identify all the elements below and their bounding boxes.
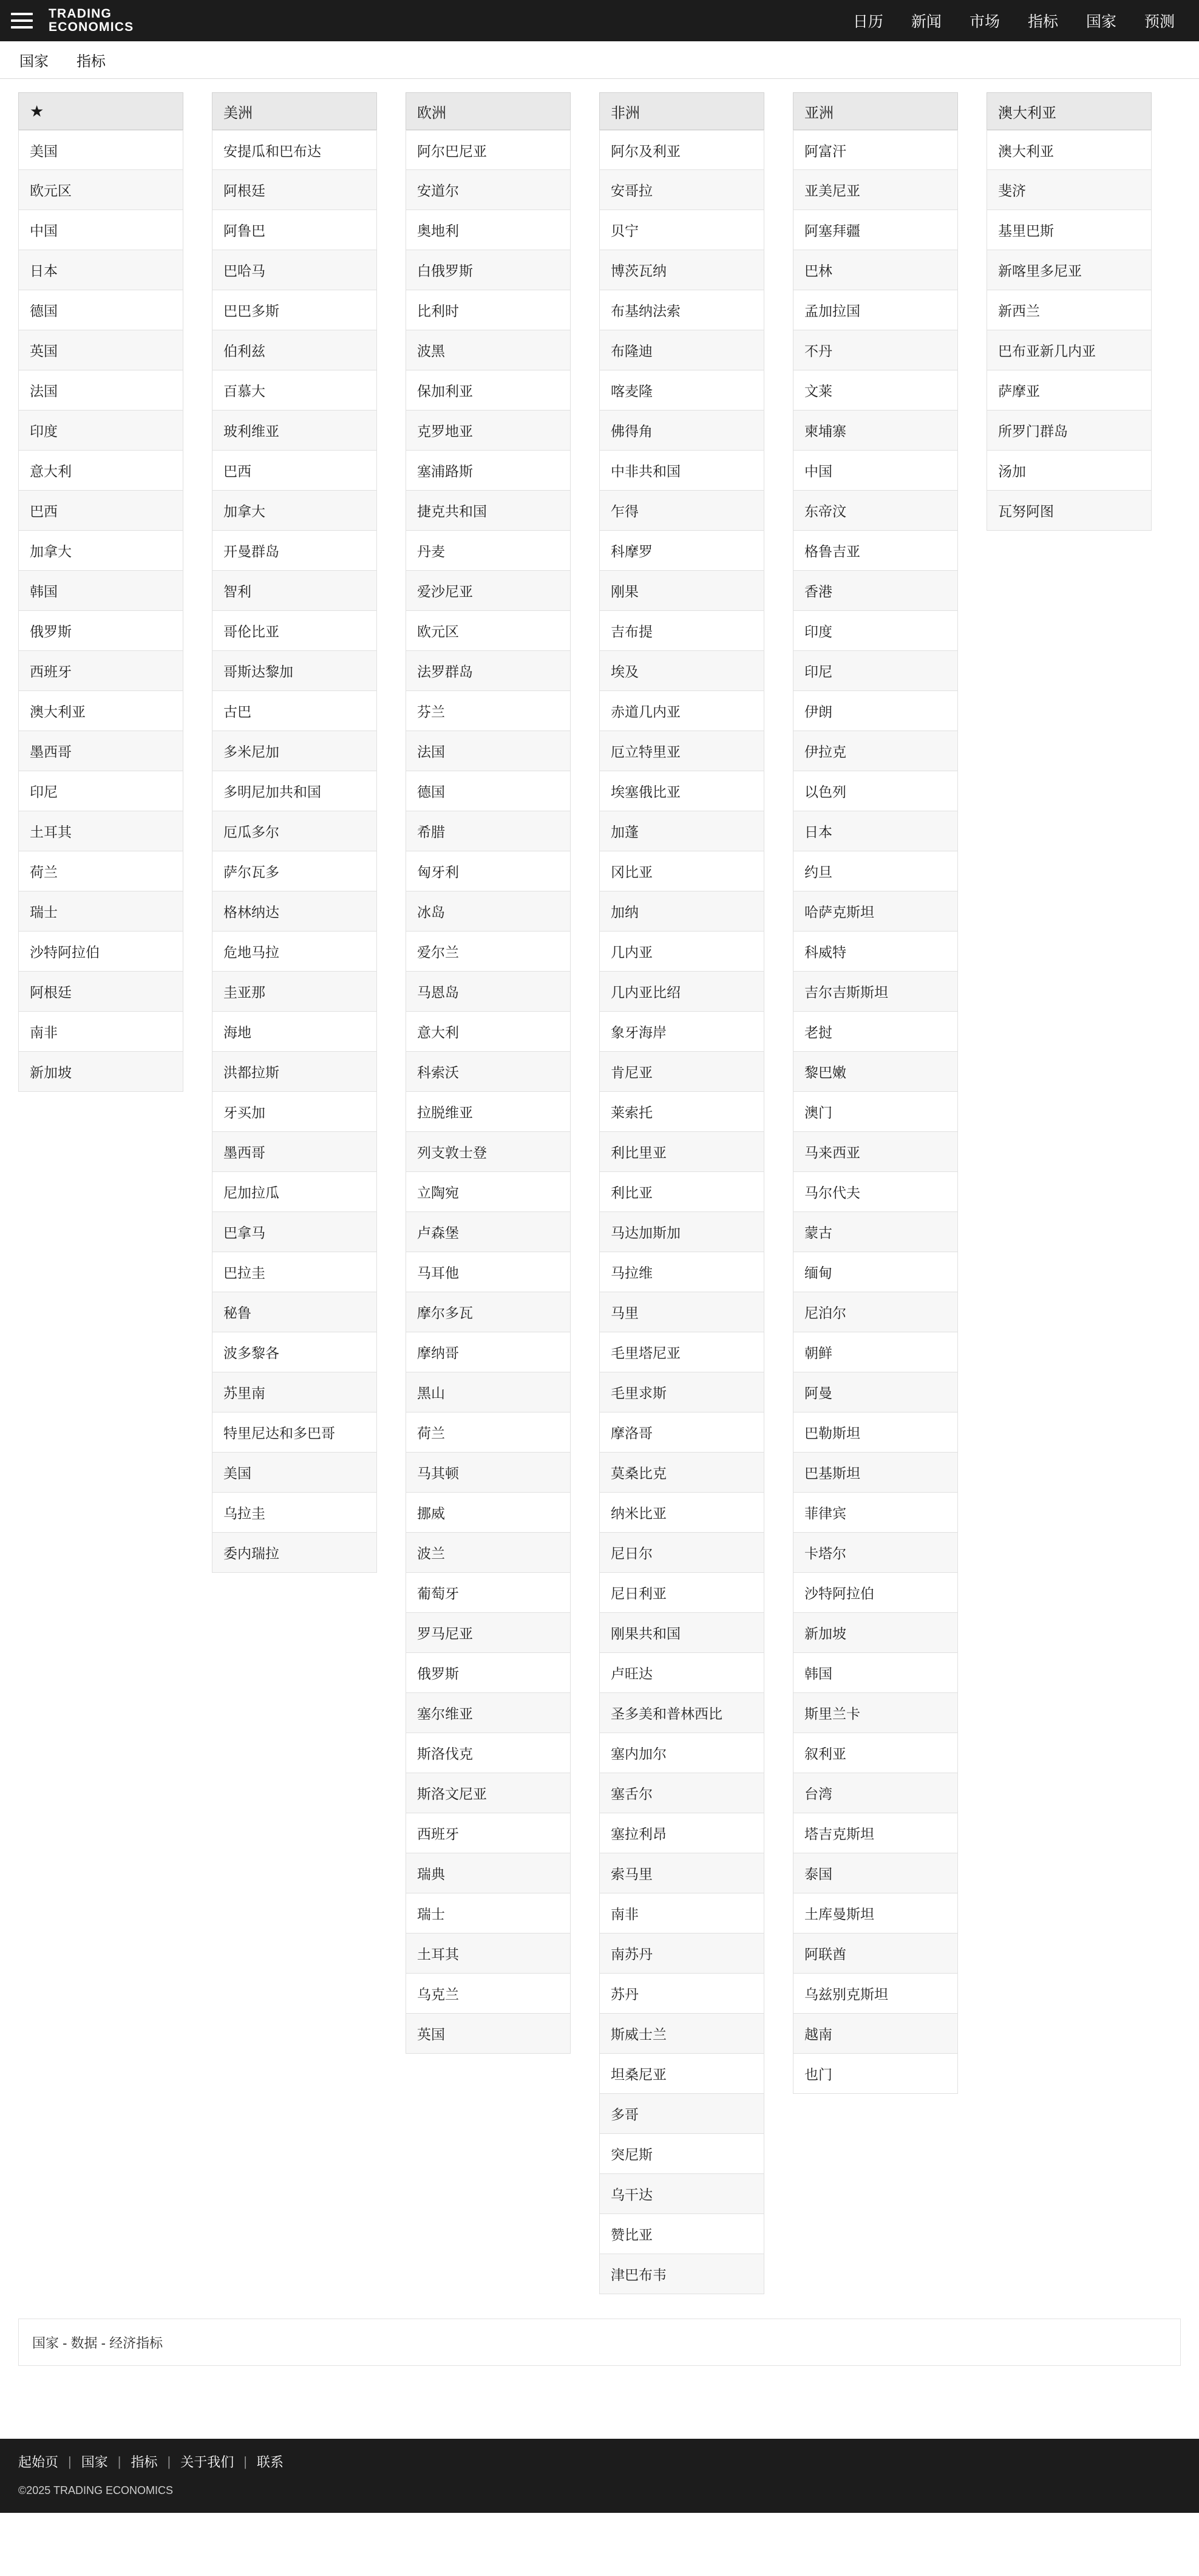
country-list-item[interactable]: 塔吉克斯坦 bbox=[793, 1813, 958, 1853]
country-list-item[interactable]: 玻利维亚 bbox=[212, 411, 377, 451]
country-list-item[interactable]: 奥地利 bbox=[406, 210, 571, 250]
country-list-item[interactable]: 巴林 bbox=[793, 250, 958, 290]
country-list-item[interactable]: 乌兹别克斯坦 bbox=[793, 1974, 958, 2014]
country-list-item[interactable]: 博茨瓦纳 bbox=[599, 250, 764, 290]
country-list-item[interactable]: 阿尔巴尼亚 bbox=[406, 130, 571, 170]
footer-link-home[interactable]: 起始页 bbox=[18, 2455, 59, 2470]
footer-link-countries[interactable]: 国家 bbox=[81, 2455, 108, 2470]
country-list-item[interactable]: 印尼 bbox=[18, 771, 183, 811]
country-list-item[interactable]: 斐济 bbox=[987, 170, 1152, 210]
column-header-asia: 亚洲 bbox=[793, 92, 958, 130]
country-list-americas bbox=[212, 130, 377, 1573]
country-list-item[interactable]: 马其顿 bbox=[406, 1453, 571, 1493]
country-list-item[interactable]: 德国 bbox=[406, 771, 571, 811]
country-list-item[interactable]: 秘鲁 bbox=[212, 1292, 377, 1332]
column-asia bbox=[793, 92, 958, 2094]
country-list-item[interactable]: 越南 bbox=[793, 2014, 958, 2054]
footer-link-about[interactable]: 关于我们 bbox=[180, 2455, 234, 2470]
country-list-item[interactable]: 荷兰 bbox=[406, 1412, 571, 1453]
country-list-item[interactable]: 西班牙 bbox=[406, 1813, 571, 1853]
country-list-item[interactable]: 新西兰 bbox=[987, 290, 1152, 330]
country-list-item[interactable]: 缅甸 bbox=[793, 1252, 958, 1292]
country-list-item[interactable]: 布隆迪 bbox=[599, 330, 764, 370]
country-list-item[interactable]: 象牙海岸 bbox=[599, 1012, 764, 1052]
country-list-item[interactable]: 尼加拉瓜 bbox=[212, 1172, 377, 1212]
country-list-item[interactable]: 哥斯达黎加 bbox=[212, 651, 377, 691]
country-list-item[interactable]: 吉布提 bbox=[599, 611, 764, 651]
country-list-item[interactable]: 开曼群岛 bbox=[212, 531, 377, 571]
country-list-item[interactable]: 阿曼 bbox=[793, 1372, 958, 1412]
country-list-item[interactable]: 克罗地亚 bbox=[406, 411, 571, 451]
country-list-item[interactable]: 圣多美和普林西比 bbox=[599, 1693, 764, 1733]
country-list-item[interactable]: 以色列 bbox=[793, 771, 958, 811]
country-list-item[interactable]: 多明尼加共和国 bbox=[212, 771, 377, 811]
country-list-item[interactable]: 苏里南 bbox=[212, 1372, 377, 1412]
country-list-item[interactable]: 津巴布韦 bbox=[599, 2254, 764, 2294]
column-header-favorites: ★ bbox=[18, 92, 183, 130]
country-list-item[interactable]: 埃塞俄比亚 bbox=[599, 771, 764, 811]
country-list-item[interactable]: 摩尔多瓦 bbox=[406, 1292, 571, 1332]
country-list-item[interactable]: 多哥 bbox=[599, 2094, 764, 2134]
country-list-asia bbox=[793, 130, 958, 2094]
country-list-item[interactable]: 白俄罗斯 bbox=[406, 250, 571, 290]
country-list-item[interactable]: 立陶宛 bbox=[406, 1172, 571, 1212]
copyright-text: ©2025 TRADING ECONOMICS bbox=[18, 2484, 173, 2496]
country-list-item[interactable]: 莫桑比克 bbox=[599, 1453, 764, 1493]
country-list-item[interactable]: 俄罗斯 bbox=[18, 611, 183, 651]
country-list-item[interactable]: 印度 bbox=[18, 411, 183, 451]
country-list-item[interactable]: 比利时 bbox=[406, 290, 571, 330]
country-list-item[interactable]: 加拿大 bbox=[18, 531, 183, 571]
country-list-item[interactable]: 安哥拉 bbox=[599, 170, 764, 210]
country-list-item[interactable]: 意大利 bbox=[18, 451, 183, 491]
breadcrumb bbox=[18, 2319, 1181, 2366]
country-list-item[interactable]: 赤道几内亚 bbox=[599, 691, 764, 731]
brand-line-1: TRADING bbox=[49, 6, 112, 21]
country-list-item[interactable]: 安道尔 bbox=[406, 170, 571, 210]
country-list-item[interactable]: 新加坡 bbox=[793, 1613, 958, 1653]
country-list-item[interactable]: 波多黎各 bbox=[212, 1332, 377, 1372]
nav-item-forecast[interactable]: 预测 bbox=[1144, 13, 1175, 30]
country-list-item[interactable]: 埃及 bbox=[599, 651, 764, 691]
country-list-item[interactable]: 巴勒斯坦 bbox=[793, 1412, 958, 1453]
country-list-item[interactable]: 卢旺达 bbox=[599, 1653, 764, 1693]
country-list-australia bbox=[987, 130, 1152, 531]
country-list-item[interactable]: 马拉维 bbox=[599, 1252, 764, 1292]
country-list-item[interactable]: 哥伦比亚 bbox=[212, 611, 377, 651]
country-list-item[interactable]: 海地 bbox=[212, 1012, 377, 1052]
country-list-item[interactable]: 委内瑞拉 bbox=[212, 1533, 377, 1573]
country-list-item[interactable]: 印度 bbox=[793, 611, 958, 651]
country-list-item[interactable]: 巴哈马 bbox=[212, 250, 377, 290]
secondary-navigation bbox=[0, 41, 1199, 79]
country-list-item[interactable]: 韩国 bbox=[18, 571, 183, 611]
country-list-item[interactable]: 斯洛伐克 bbox=[406, 1733, 571, 1773]
country-list-item[interactable]: 法国 bbox=[18, 370, 183, 411]
country-list-item[interactable]: 土库曼斯坦 bbox=[793, 1893, 958, 1934]
country-list-item[interactable]: 斯里兰卡 bbox=[793, 1693, 958, 1733]
country-list-item[interactable]: 多米尼加 bbox=[212, 731, 377, 771]
country-list-item[interactable]: 危地马拉 bbox=[212, 932, 377, 972]
country-list-item[interactable]: 澳门 bbox=[793, 1092, 958, 1132]
country-list-item[interactable]: 佛得角 bbox=[599, 411, 764, 451]
page-bottom-spacer bbox=[0, 2366, 1199, 2439]
country-list-item[interactable]: 卢森堡 bbox=[406, 1212, 571, 1252]
country-list-item[interactable]: 荷兰 bbox=[18, 851, 183, 891]
country-list-item[interactable]: 文莱 bbox=[793, 370, 958, 411]
country-list-item[interactable]: 瑞士 bbox=[18, 891, 183, 932]
country-list-item[interactable]: 苏丹 bbox=[599, 1974, 764, 2014]
country-list-item[interactable]: 巴拉圭 bbox=[212, 1252, 377, 1292]
country-list-item[interactable]: 赞比亚 bbox=[599, 2214, 764, 2254]
country-list-item[interactable]: 波兰 bbox=[406, 1533, 571, 1573]
country-list-item[interactable]: 伊朗 bbox=[793, 691, 958, 731]
country-list-item[interactable]: 塞内加尔 bbox=[599, 1733, 764, 1773]
hamburger-line bbox=[11, 13, 33, 15]
country-list-item[interactable]: 香港 bbox=[793, 571, 958, 611]
country-list-item[interactable]: 澳大利亚 bbox=[987, 130, 1152, 170]
country-list-item[interactable]: 巴西 bbox=[18, 491, 183, 531]
country-list-item[interactable]: 列支敦士登 bbox=[406, 1132, 571, 1172]
country-list-item[interactable]: 索马里 bbox=[599, 1853, 764, 1893]
country-list-item[interactable]: 黎巴嫩 bbox=[793, 1052, 958, 1092]
nav-item-indicators[interactable]: 指标 bbox=[1027, 13, 1058, 30]
country-list-item[interactable]: 美国 bbox=[212, 1453, 377, 1493]
country-list-item[interactable]: 爱尔兰 bbox=[406, 932, 571, 972]
country-list-item[interactable]: 阿根廷 bbox=[18, 972, 183, 1012]
country-list-item[interactable]: 约旦 bbox=[793, 851, 958, 891]
country-list-item[interactable]: 几内亚比绍 bbox=[599, 972, 764, 1012]
country-list-item[interactable]: 毛里求斯 bbox=[599, 1372, 764, 1412]
country-list-item[interactable]: 老挝 bbox=[793, 1012, 958, 1052]
country-list-item[interactable]: 塞尔维亚 bbox=[406, 1693, 571, 1733]
country-list-item[interactable]: 德国 bbox=[18, 290, 183, 330]
country-list-item[interactable]: 美国 bbox=[18, 130, 183, 170]
country-list-item[interactable]: 特里尼达和多巴哥 bbox=[212, 1412, 377, 1453]
footer-link-indicators[interactable]: 指标 bbox=[131, 2455, 158, 2470]
country-list-item[interactable]: 捷克共和国 bbox=[406, 491, 571, 531]
country-list-item[interactable]: 格林纳达 bbox=[212, 891, 377, 932]
country-list-item[interactable]: 几内亚 bbox=[599, 932, 764, 972]
subnav-item-countries[interactable]: 国家 bbox=[19, 53, 49, 70]
country-list-item[interactable]: 法国 bbox=[406, 731, 571, 771]
country-list-item[interactable]: 巴基斯坦 bbox=[793, 1453, 958, 1493]
country-list-item[interactable]: 叙利亚 bbox=[793, 1733, 958, 1773]
country-list-item[interactable]: 厄立特里亚 bbox=[599, 731, 764, 771]
country-list-item[interactable]: 阿塞拜疆 bbox=[793, 210, 958, 250]
country-list-item[interactable]: 坦桑尼亚 bbox=[599, 2054, 764, 2094]
country-list-item[interactable]: 加纳 bbox=[599, 891, 764, 932]
country-list-item[interactable]: 匈牙利 bbox=[406, 851, 571, 891]
country-list-item[interactable]: 马耳他 bbox=[406, 1252, 571, 1292]
country-list-item[interactable]: 利比亚 bbox=[599, 1172, 764, 1212]
country-list-item[interactable]: 韩国 bbox=[793, 1653, 958, 1693]
country-list-item[interactable]: 印尼 bbox=[793, 651, 958, 691]
country-list-africa bbox=[599, 130, 764, 2294]
country-list-item[interactable]: 南非 bbox=[599, 1893, 764, 1934]
country-list-item[interactable]: 保加利亚 bbox=[406, 370, 571, 411]
country-list-item[interactable]: 芬兰 bbox=[406, 691, 571, 731]
country-list-item[interactable]: 土耳其 bbox=[18, 811, 183, 851]
country-list-item[interactable]: 波黑 bbox=[406, 330, 571, 370]
country-list-item[interactable]: 黑山 bbox=[406, 1372, 571, 1412]
country-list-item[interactable]: 马达加斯加 bbox=[599, 1212, 764, 1252]
country-list-item[interactable]: 利比里亚 bbox=[599, 1132, 764, 1172]
country-list-item[interactable]: 英国 bbox=[18, 330, 183, 370]
nav-item-news[interactable]: 新闻 bbox=[911, 13, 942, 30]
country-list-item[interactable]: 肯尼亚 bbox=[599, 1052, 764, 1092]
primary-navigation bbox=[853, 10, 1183, 32]
footer-separator: | bbox=[167, 2453, 171, 2469]
country-list-item[interactable]: 沙特阿拉伯 bbox=[18, 932, 183, 972]
country-columns-container bbox=[0, 79, 1199, 2294]
country-list-item[interactable]: 厄瓜多尔 bbox=[212, 811, 377, 851]
country-list-item[interactable]: 布基纳法索 bbox=[599, 290, 764, 330]
country-list-item[interactable]: 纳米比亚 bbox=[599, 1493, 764, 1533]
column-favorites bbox=[18, 92, 183, 1092]
country-list-item[interactable]: 毛里塔尼亚 bbox=[599, 1332, 764, 1372]
column-americas bbox=[212, 92, 377, 1573]
country-list-favorites bbox=[18, 130, 183, 1092]
country-list-item[interactable]: 巴拿马 bbox=[212, 1212, 377, 1252]
country-list-item[interactable]: 牙买加 bbox=[212, 1092, 377, 1132]
country-list-item[interactable]: 卡塔尔 bbox=[793, 1533, 958, 1573]
country-list-item[interactable]: 葡萄牙 bbox=[406, 1573, 571, 1613]
country-list-item[interactable]: 中非共和国 bbox=[599, 451, 764, 491]
country-list-item[interactable]: 希腊 bbox=[406, 811, 571, 851]
country-list-item[interactable]: 柬埔寨 bbox=[793, 411, 958, 451]
country-list-item[interactable]: 英国 bbox=[406, 2014, 571, 2054]
country-list-item[interactable]: 欧元区 bbox=[406, 611, 571, 651]
country-list-item[interactable]: 刚果 bbox=[599, 571, 764, 611]
country-list-item[interactable]: 尼日利亚 bbox=[599, 1573, 764, 1613]
column-europe bbox=[406, 92, 571, 2054]
country-list-item[interactable]: 乌干达 bbox=[599, 2174, 764, 2214]
country-list-item[interactable]: 洪都拉斯 bbox=[212, 1052, 377, 1092]
country-list-item[interactable]: 基里巴斯 bbox=[987, 210, 1152, 250]
country-list-item[interactable]: 古巴 bbox=[212, 691, 377, 731]
site-logo[interactable] bbox=[49, 7, 134, 34]
country-list-item[interactable]: 科摩罗 bbox=[599, 531, 764, 571]
country-list-item[interactable]: 新加坡 bbox=[18, 1052, 183, 1092]
country-list-item[interactable]: 摩纳哥 bbox=[406, 1332, 571, 1372]
country-list-item[interactable]: 瑞典 bbox=[406, 1853, 571, 1893]
country-list-item[interactable]: 马尔代夫 bbox=[793, 1172, 958, 1212]
country-list-item[interactable]: 阿鲁巴 bbox=[212, 210, 377, 250]
country-list-item[interactable]: 沙特阿拉伯 bbox=[793, 1573, 958, 1613]
country-list-item[interactable]: 加蓬 bbox=[599, 811, 764, 851]
country-list-item[interactable]: 乌拉圭 bbox=[212, 1493, 377, 1533]
country-list-item[interactable]: 爱沙尼亚 bbox=[406, 571, 571, 611]
country-list-item[interactable]: 塞舌尔 bbox=[599, 1773, 764, 1813]
country-list-item[interactable]: 吉尔吉斯斯坦 bbox=[793, 972, 958, 1012]
country-list-item[interactable]: 贝宁 bbox=[599, 210, 764, 250]
country-list-item[interactable]: 莱索托 bbox=[599, 1092, 764, 1132]
column-header-australia: 澳大利亚 bbox=[987, 92, 1152, 130]
country-list-item[interactable]: 冈比亚 bbox=[599, 851, 764, 891]
country-list-item[interactable]: 马恩岛 bbox=[406, 972, 571, 1012]
footer-separator: | bbox=[243, 2453, 247, 2469]
column-header-americas: 美洲 bbox=[212, 92, 377, 130]
country-list-item[interactable]: 哈萨克斯坦 bbox=[793, 891, 958, 932]
country-list-item[interactable]: 中国 bbox=[18, 210, 183, 250]
country-list-item[interactable]: 加拿大 bbox=[212, 491, 377, 531]
country-list-item[interactable]: 墨西哥 bbox=[18, 731, 183, 771]
nav-item-markets[interactable]: 市场 bbox=[969, 13, 1000, 30]
country-list-item[interactable]: 马来西亚 bbox=[793, 1132, 958, 1172]
country-list-item[interactable]: 百慕大 bbox=[212, 370, 377, 411]
country-list-item[interactable]: 突尼斯 bbox=[599, 2134, 764, 2174]
country-list-europe bbox=[406, 130, 571, 2054]
hamburger-menu-icon[interactable] bbox=[11, 7, 38, 34]
country-list-item[interactable]: 新喀里多尼亚 bbox=[987, 250, 1152, 290]
country-list-item[interactable]: 斯威士兰 bbox=[599, 2014, 764, 2054]
country-list-item[interactable]: 欧元区 bbox=[18, 170, 183, 210]
country-list-item[interactable]: 朝鲜 bbox=[793, 1332, 958, 1372]
country-list-item[interactable]: 俄罗斯 bbox=[406, 1653, 571, 1693]
country-list-item[interactable]: 也门 bbox=[793, 2054, 958, 2094]
country-list-item[interactable]: 巴巴多斯 bbox=[212, 290, 377, 330]
nav-item-countries[interactable]: 国家 bbox=[1085, 13, 1116, 30]
country-list-item[interactable]: 刚果共和国 bbox=[599, 1613, 764, 1653]
country-list-item[interactable]: 拉脱维亚 bbox=[406, 1092, 571, 1132]
country-list-item[interactable]: 喀麦隆 bbox=[599, 370, 764, 411]
country-list-item[interactable]: 瓦努阿图 bbox=[987, 491, 1152, 531]
country-list-item[interactable]: 所罗门群岛 bbox=[987, 411, 1152, 451]
country-list-item[interactable]: 墨西哥 bbox=[212, 1132, 377, 1172]
country-list-item[interactable]: 冰岛 bbox=[406, 891, 571, 932]
country-list-item[interactable]: 中国 bbox=[793, 451, 958, 491]
country-list-item[interactable]: 塞拉利昂 bbox=[599, 1813, 764, 1853]
country-list-item[interactable]: 菲律宾 bbox=[793, 1493, 958, 1533]
country-list-item[interactable]: 阿联酋 bbox=[793, 1934, 958, 1974]
country-list-item[interactable]: 圭亚那 bbox=[212, 972, 377, 1012]
country-list-item[interactable]: 伯利兹 bbox=[212, 330, 377, 370]
country-list-item[interactable]: 土耳其 bbox=[406, 1934, 571, 1974]
country-list-item[interactable]: 伊拉克 bbox=[793, 731, 958, 771]
footer-separator: | bbox=[68, 2453, 72, 2469]
country-list-item[interactable]: 斯洛文尼亚 bbox=[406, 1773, 571, 1813]
top-header-bar bbox=[0, 0, 1199, 41]
country-list-item[interactable]: 阿尔及利亚 bbox=[599, 130, 764, 170]
footer-separator: | bbox=[117, 2453, 121, 2469]
country-list-item[interactable]: 格鲁吉亚 bbox=[793, 531, 958, 571]
country-list-item[interactable]: 科索沃 bbox=[406, 1052, 571, 1092]
brand-line-2: ECONOMICS bbox=[49, 20, 134, 34]
country-list-item[interactable]: 亚美尼亚 bbox=[793, 170, 958, 210]
country-list-item[interactable]: 科威特 bbox=[793, 932, 958, 972]
country-list-item[interactable]: 泰国 bbox=[793, 1853, 958, 1893]
country-list-item[interactable]: 南非 bbox=[18, 1012, 183, 1052]
breadcrumb-text: 国家 - 数据 - 经济指标 bbox=[32, 2335, 163, 2351]
country-list-item[interactable]: 乌克兰 bbox=[406, 1974, 571, 2014]
country-list-item[interactable]: 萨摩亚 bbox=[987, 370, 1152, 411]
page-footer bbox=[0, 2439, 1199, 2513]
country-list-item[interactable]: 阿富汗 bbox=[793, 130, 958, 170]
country-list-item[interactable]: 瑞士 bbox=[406, 1893, 571, 1934]
country-list-item[interactable]: 乍得 bbox=[599, 491, 764, 531]
footer-link-contact[interactable]: 联系 bbox=[256, 2455, 284, 2470]
country-list-item[interactable]: 蒙古 bbox=[793, 1212, 958, 1252]
column-australia bbox=[987, 92, 1152, 531]
country-list-item[interactable]: 东帝汶 bbox=[793, 491, 958, 531]
country-list-item[interactable]: 罗马尼亚 bbox=[406, 1613, 571, 1653]
country-list-item[interactable]: 意大利 bbox=[406, 1012, 571, 1052]
country-list-item[interactable]: 不丹 bbox=[793, 330, 958, 370]
country-list-item[interactable]: 法罗群岛 bbox=[406, 651, 571, 691]
country-list-item[interactable]: 尼日尔 bbox=[599, 1533, 764, 1573]
country-list-item[interactable]: 巴西 bbox=[212, 451, 377, 491]
country-list-item[interactable]: 塞浦路斯 bbox=[406, 451, 571, 491]
country-list-item[interactable]: 安提瓜和巴布达 bbox=[212, 130, 377, 170]
country-list-item[interactable]: 尼泊尔 bbox=[793, 1292, 958, 1332]
column-africa bbox=[599, 92, 764, 2294]
country-list-item[interactable]: 马里 bbox=[599, 1292, 764, 1332]
country-list-item[interactable]: 丹麦 bbox=[406, 531, 571, 571]
country-list-item[interactable]: 日本 bbox=[793, 811, 958, 851]
country-list-item[interactable]: 汤加 bbox=[987, 451, 1152, 491]
subnav-item-indicators[interactable]: 指标 bbox=[76, 53, 106, 70]
country-list-item[interactable]: 巴布亚新几内亚 bbox=[987, 330, 1152, 370]
country-list-item[interactable]: 南苏丹 bbox=[599, 1934, 764, 1974]
country-list-item[interactable]: 摩洛哥 bbox=[599, 1412, 764, 1453]
country-list-item[interactable]: 阿根廷 bbox=[212, 170, 377, 210]
country-list-item[interactable]: 台湾 bbox=[793, 1773, 958, 1813]
country-list-item[interactable]: 智利 bbox=[212, 571, 377, 611]
footer-links bbox=[18, 2452, 1181, 2471]
country-list-item[interactable]: 澳大利亚 bbox=[18, 691, 183, 731]
nav-item-calendar[interactable]: 日历 bbox=[852, 13, 883, 30]
country-list-item[interactable]: 萨尔瓦多 bbox=[212, 851, 377, 891]
column-header-africa: 非洲 bbox=[599, 92, 764, 130]
country-list-item[interactable]: 挪威 bbox=[406, 1493, 571, 1533]
column-header-europe: 欧洲 bbox=[406, 92, 571, 130]
country-list-item[interactable]: 西班牙 bbox=[18, 651, 183, 691]
hamburger-line bbox=[11, 26, 33, 29]
country-list-item[interactable]: 孟加拉国 bbox=[793, 290, 958, 330]
hamburger-line bbox=[11, 19, 33, 22]
country-list-item[interactable]: 日本 bbox=[18, 250, 183, 290]
